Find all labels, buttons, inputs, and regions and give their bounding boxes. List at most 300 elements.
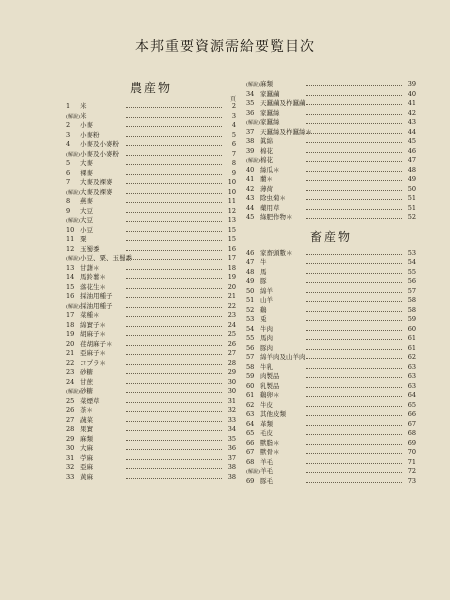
entry-page-number: 28 <box>227 358 236 367</box>
leader-dots <box>126 402 222 403</box>
entry-name: 絲瓜＊ <box>260 165 280 174</box>
entry-name: 玉蜀黍 <box>80 244 100 253</box>
entry-name: 鷄 <box>260 305 267 314</box>
entry-number: 4 <box>66 140 71 148</box>
entry-number: 63 <box>246 410 255 418</box>
toc-entry <box>66 254 236 264</box>
entry-name: 豚毛 <box>260 476 273 485</box>
entry-number: 64 <box>246 419 255 428</box>
entry-number: 45 <box>246 213 255 221</box>
entry-name: 牛乳 <box>260 362 273 371</box>
leader-dots <box>306 387 402 388</box>
entry-name: 小麥 <box>80 121 93 129</box>
entry-name: 除虫菊＊ <box>260 194 286 202</box>
leader-dots <box>126 126 222 127</box>
entry-number: 57 <box>246 353 255 361</box>
leader-dots <box>306 301 402 302</box>
entry-number: 53 <box>246 315 255 323</box>
entry-name: 落花生＊ <box>80 282 106 291</box>
toc-entry <box>66 150 236 160</box>
entry-number: 33 <box>66 472 75 481</box>
entry-name: 肉製品 <box>260 372 280 380</box>
leader-dots <box>126 231 222 232</box>
entry-number: (解說) <box>66 113 80 120</box>
entry-page-number: 61 <box>407 334 416 342</box>
entry-number: 68 <box>246 457 255 466</box>
entry-name: 大麻 <box>80 444 93 452</box>
entry-page-number: 9 <box>231 168 236 177</box>
leader-dots <box>126 221 222 222</box>
leader-dots <box>126 107 222 108</box>
toc-entry <box>66 226 236 236</box>
entry-page-number: 73 <box>407 476 416 485</box>
leader-dots <box>126 478 222 479</box>
entry-page-number: 24 <box>227 320 236 329</box>
entry-name: 採油用種子 <box>80 292 113 300</box>
entry-number: (解說) <box>66 189 80 196</box>
entry-number: 10 <box>66 225 75 234</box>
leader-dots <box>126 117 222 118</box>
entry-number: (解說) <box>66 256 80 262</box>
entry-name: 綠肥作物＊ <box>260 213 293 221</box>
entry-name: 小麥及小麥粉 <box>80 140 119 148</box>
leader-dots <box>126 240 222 241</box>
entry-page-number: 30 <box>227 387 236 395</box>
entry-name: 苧麻 <box>80 453 93 462</box>
toc-entry <box>246 128 416 138</box>
entry-page-number: 46 <box>407 146 416 155</box>
leader-dots <box>126 202 222 203</box>
toc-entry <box>246 80 416 90</box>
entry-page-number: 63 <box>407 381 416 390</box>
leader-dots <box>126 335 222 336</box>
leader-dots <box>306 263 402 264</box>
toc-entry <box>66 425 236 435</box>
entry-page-number: 69 <box>407 438 416 447</box>
left-column <box>66 80 236 482</box>
entry-number: 23 <box>66 368 75 376</box>
entry-page-number: 66 <box>407 410 416 418</box>
entry-name: 菜煙草 <box>80 396 100 405</box>
toc-entry <box>66 216 236 226</box>
entry-name: コプラ＊ <box>80 358 106 367</box>
entry-number: 2 <box>66 121 71 129</box>
entry-name: 牛 <box>260 258 267 266</box>
entry-name: 豚肉 <box>260 343 273 352</box>
entry-number: 52 <box>246 305 255 314</box>
entry-name: 大麥及裸麥 <box>80 178 113 186</box>
entry-page-number: 71 <box>407 457 416 466</box>
entry-page-number: 44 <box>407 127 416 136</box>
entry-name: 砂糖 <box>80 387 93 395</box>
entry-number: 34 <box>246 89 255 98</box>
entry-name: 毛皮 <box>260 429 273 437</box>
entry-name: 羊毛 <box>260 457 273 466</box>
entry-name: 麻類 <box>260 80 273 88</box>
entry-page-number: 6 <box>231 140 236 148</box>
entry-number: 69 <box>246 476 255 485</box>
entry-name: 採油用種子 <box>80 301 113 310</box>
entry-number: 40 <box>246 165 255 174</box>
entry-name: 蔬菜 <box>80 415 93 424</box>
toc-entry <box>66 178 236 188</box>
entry-number: 43 <box>246 194 255 202</box>
entry-number: (解說) <box>246 469 260 475</box>
entry-number: 6 <box>66 168 71 177</box>
toc-entry <box>246 156 416 166</box>
entry-name: 藥用草 <box>260 203 280 212</box>
leader-dots <box>306 133 402 134</box>
entry-page-number: 22 <box>227 301 236 310</box>
leader-dots <box>306 282 402 283</box>
entry-number: 65 <box>246 429 255 437</box>
entry-name: 綿實子＊ <box>80 320 106 329</box>
entry-number: 36 <box>246 108 255 117</box>
leader-dots <box>306 368 402 369</box>
leader-dots <box>306 425 402 426</box>
entry-name: 家蠶絲 <box>260 118 280 126</box>
entry-name: 家畜頭數＊ <box>260 248 293 257</box>
leader-dots <box>306 199 402 200</box>
leader-dots <box>306 339 402 340</box>
entry-name: 藺＊ <box>260 175 273 183</box>
toc-entry <box>66 140 236 150</box>
entry-page-number: 58 <box>407 305 416 314</box>
entry-page-number: 49 <box>407 175 416 183</box>
entry-name: 天蠶繭及柞蠶繭 <box>260 99 306 107</box>
leader-dots <box>126 373 222 374</box>
entry-page-number: 18 <box>227 263 236 272</box>
toc-entry <box>246 382 416 392</box>
leader-dots <box>306 95 402 96</box>
entry-name: 馬 <box>260 267 267 276</box>
entry-page-number: 53 <box>407 248 416 257</box>
entry-page-number: 63 <box>407 362 416 371</box>
entry-page-number: 48 <box>407 165 416 174</box>
entry-number: 41 <box>246 175 255 183</box>
toc-entry <box>66 188 236 198</box>
entry-number: 35 <box>246 99 255 107</box>
entry-number: 20 <box>66 339 75 348</box>
toc-entry <box>246 315 416 325</box>
entry-name: 綿羊肉及山羊肉 <box>260 353 306 361</box>
entry-number: 8 <box>66 197 71 205</box>
toc-entry <box>246 166 416 176</box>
toc-entry <box>246 401 416 411</box>
toc-entry <box>246 467 416 477</box>
leader-dots <box>126 383 222 384</box>
entry-number: (解說) <box>66 303 80 310</box>
entry-name: 家蠶繭 <box>260 89 280 98</box>
toc-entry <box>66 112 236 122</box>
leader-dots <box>126 411 222 412</box>
entry-number: 60 <box>246 381 255 390</box>
entry-page-number: 58 <box>407 296 416 304</box>
leader-dots <box>126 145 222 146</box>
entry-page-number: 64 <box>407 391 416 399</box>
toc-entry <box>246 391 416 401</box>
leader-dots <box>126 354 222 355</box>
entry-number: (解說) <box>66 151 80 158</box>
entry-number: 7 <box>66 178 71 186</box>
toc-entry <box>66 169 236 179</box>
entry-page-number: 34 <box>227 425 236 433</box>
entry-number: 59 <box>246 372 255 380</box>
entry-page-number: 56 <box>407 277 416 285</box>
entry-name: 山羊 <box>260 296 273 304</box>
entry-page-number: 37 <box>227 453 236 462</box>
entry-page-number: 40 <box>407 89 416 98</box>
right-entry-list-top <box>246 80 416 223</box>
entry-page-number: 11 <box>227 197 236 205</box>
leader-dots <box>306 104 402 105</box>
toc-entry <box>246 268 416 278</box>
entry-page-number: 52 <box>407 213 416 221</box>
section-title-livestock: 畜産物 <box>309 229 352 244</box>
entry-number: (解說) <box>246 120 260 126</box>
toc-entry <box>66 378 236 388</box>
toc-entry <box>246 258 416 268</box>
entry-page-number: 33 <box>227 415 236 424</box>
entry-page-number: 19 <box>227 273 236 281</box>
entry-page-number: 38 <box>227 463 236 471</box>
leader-dots <box>126 449 222 450</box>
entry-number: 66 <box>246 438 255 447</box>
leader-dots <box>126 297 222 298</box>
entry-page-number: 62 <box>407 353 416 361</box>
toc-entry <box>246 213 416 223</box>
entry-number: 11 <box>66 235 75 243</box>
leader-dots <box>306 123 402 124</box>
entry-page-number: 7 <box>231 149 236 158</box>
entry-page-number: 68 <box>407 429 416 437</box>
entry-page-number: 2 <box>231 102 236 110</box>
leader-dots <box>306 180 402 181</box>
entry-page-number: 42 <box>407 108 416 117</box>
right-column <box>246 80 416 486</box>
entry-name: 小麥及小麥粉 <box>80 149 119 158</box>
leader-dots <box>306 453 402 454</box>
toc-entry <box>66 359 236 369</box>
entry-number: 46 <box>246 248 255 257</box>
toc-entry <box>246 477 416 487</box>
toc-entry <box>246 372 416 382</box>
entry-page-number: 27 <box>227 349 236 357</box>
toc-entry <box>246 277 416 287</box>
entry-name: 米 <box>80 102 87 110</box>
leader-dots <box>306 254 402 255</box>
entry-number: 31 <box>66 453 75 462</box>
entry-name: 薄荷 <box>260 184 273 193</box>
entry-number: 27 <box>66 415 75 424</box>
entry-number: 56 <box>246 343 255 352</box>
entry-number: 42 <box>246 184 255 193</box>
toc-entry <box>246 334 416 344</box>
toc-entry <box>246 137 416 147</box>
entry-name: 甘蔗 <box>80 377 93 386</box>
toc-entry <box>246 306 416 316</box>
left-entry-list <box>66 102 236 482</box>
toc-entry <box>66 340 236 350</box>
toc-entry <box>246 287 416 297</box>
leader-dots <box>306 482 402 483</box>
entry-name: 荏胡麻子＊ <box>80 339 113 348</box>
entry-number: 14 <box>66 273 75 281</box>
entry-number: 39 <box>246 146 255 155</box>
entry-number: 58 <box>246 362 255 371</box>
entry-name: 大麥及裸麥 <box>80 187 113 196</box>
entry-number: (解說) <box>66 389 80 395</box>
entry-name: 乳製品 <box>260 381 280 390</box>
leader-dots <box>306 463 402 464</box>
leader-dots <box>126 430 222 431</box>
entry-page-number: 43 <box>407 118 416 126</box>
leader-dots <box>126 250 222 251</box>
leader-dots <box>306 152 402 153</box>
entry-name: 果實 <box>80 425 93 433</box>
toc-entry <box>66 406 236 416</box>
toc-entry <box>66 197 236 207</box>
toc-entry <box>246 429 416 439</box>
toc-entry <box>66 207 236 217</box>
entry-number: 5 <box>66 159 71 167</box>
entry-name: 小豆、粟、玉蜀黍 <box>80 254 132 262</box>
entry-name: 胡麻子＊ <box>80 330 106 338</box>
entry-name: 羊毛 <box>260 467 273 475</box>
entry-name: 大豆 <box>80 216 93 224</box>
toc-entry <box>66 245 236 255</box>
entry-name: 大麥 <box>80 159 93 167</box>
leader-dots <box>126 316 222 317</box>
entry-number: 30 <box>66 444 75 452</box>
entry-number: 13 <box>66 263 75 272</box>
entry-page-number: 45 <box>407 137 416 145</box>
leader-dots <box>306 472 402 473</box>
right-entry-list-bottom <box>246 249 416 487</box>
toc-entry <box>66 273 236 283</box>
toc-entry <box>246 344 416 354</box>
entry-name: 黃麻 <box>80 472 93 481</box>
entry-number: 49 <box>246 277 255 285</box>
entry-name: 粟 <box>80 235 87 243</box>
leader-dots <box>126 212 222 213</box>
entry-number: 24 <box>66 377 75 386</box>
leader-dots <box>306 161 402 162</box>
entry-number: 25 <box>66 396 75 405</box>
entry-page-number: 10 <box>227 187 236 196</box>
toc-entry <box>246 194 416 204</box>
entry-page-number: 47 <box>407 156 416 164</box>
entry-name: 獸骨＊ <box>260 448 280 456</box>
entry-page-number: 51 <box>407 194 416 202</box>
toc-entry <box>66 131 236 141</box>
entry-page-number: 15 <box>227 225 236 234</box>
toc-entry <box>246 296 416 306</box>
toc-entry <box>246 410 416 420</box>
entry-page-number: 25 <box>227 330 236 338</box>
leader-dots <box>126 164 222 165</box>
entry-page-number: 65 <box>407 400 416 409</box>
leader-dots <box>126 307 222 308</box>
toc-entry <box>66 368 236 378</box>
entry-page-number: 72 <box>407 467 416 475</box>
leader-dots <box>126 155 222 156</box>
entry-name: 天蠶絲及柞蠶絲＊ <box>260 127 312 136</box>
entry-page-number: 61 <box>407 343 416 352</box>
entry-number: 21 <box>66 349 75 357</box>
leader-dots <box>306 218 402 219</box>
entry-page-number: 35 <box>227 434 236 443</box>
section-title-agriculture: 農産物 <box>129 81 172 95</box>
toc-entry <box>246 363 416 373</box>
entry-page-number: 13 <box>227 216 236 224</box>
leader-dots <box>126 269 222 270</box>
entry-name: 米 <box>80 111 87 120</box>
toc-entry <box>246 439 416 449</box>
entry-page-number: 26 <box>227 339 236 348</box>
entry-name: 砂糖 <box>80 368 93 376</box>
leader-dots <box>126 392 222 393</box>
entry-number: 67 <box>246 448 255 456</box>
entry-name: 牛皮 <box>260 400 273 409</box>
entry-number: 38 <box>246 137 255 145</box>
entry-number: 51 <box>246 296 255 304</box>
entry-number: 18 <box>66 320 75 329</box>
entry-page-number: 5 <box>231 130 236 139</box>
toc-entry <box>66 349 236 359</box>
entry-name: 亞麻 <box>80 463 93 471</box>
leader-dots <box>126 468 222 469</box>
entry-number: 37 <box>246 127 255 136</box>
entry-name: 茶＊ <box>80 406 93 414</box>
entry-number: 28 <box>66 425 75 433</box>
toc-entry <box>66 264 236 274</box>
toc-entry <box>66 283 236 293</box>
toc-entry <box>246 249 416 259</box>
entry-number: 1 <box>66 102 71 110</box>
toc-entry <box>246 99 416 109</box>
leader-dots <box>126 174 222 175</box>
entry-name: 亞麻子＊ <box>80 349 106 357</box>
leader-dots <box>306 292 402 293</box>
toc-entry <box>66 159 236 169</box>
toc-entry <box>246 147 416 157</box>
toc-entry <box>66 121 236 131</box>
leader-dots <box>306 142 402 143</box>
toc-entry <box>66 473 236 483</box>
entry-number: 44 <box>246 203 255 212</box>
toc-entry <box>66 330 236 340</box>
toc-entry <box>246 90 416 100</box>
leader-dots <box>306 396 402 397</box>
entry-number: 50 <box>246 286 255 295</box>
entry-page-number: 3 <box>231 111 236 120</box>
leader-dots <box>306 434 402 435</box>
entry-number: 16 <box>66 292 75 300</box>
entry-page-number: 55 <box>407 267 416 276</box>
toc-entry <box>246 204 416 214</box>
toc-entry <box>66 321 236 331</box>
leader-dots <box>306 171 402 172</box>
entry-name: 其他皮類 <box>260 410 286 418</box>
leader-dots <box>306 114 402 115</box>
entry-name: 小麥粉 <box>80 130 100 139</box>
entry-number: 3 <box>66 130 71 139</box>
toc-entry <box>66 435 236 445</box>
entry-page-number: 57 <box>407 286 416 295</box>
entry-page-number: 50 <box>407 184 416 193</box>
entry-page-number: 16 <box>227 244 236 253</box>
